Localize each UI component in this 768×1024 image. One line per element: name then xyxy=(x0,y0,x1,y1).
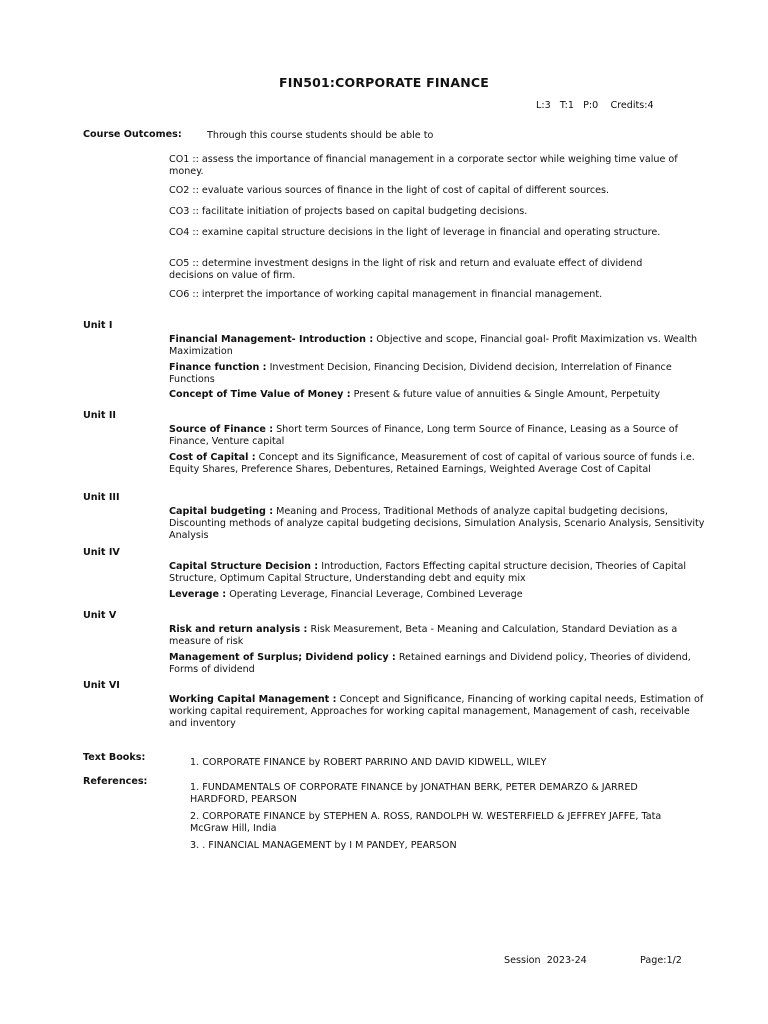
course-outcome-3: CO3 :: facilitate initiation of projects based on capital budgeting decisions. xyxy=(169,206,528,217)
unit-topic xyxy=(169,652,709,676)
topic-heading: Financial Management- Introduction : xyxy=(169,334,374,345)
session-label: Session 2023-24 xyxy=(504,955,587,966)
unit-topic xyxy=(169,694,709,730)
topic-text: Concept and its Significance, Measurement of cost of capital of various source of funds i.e. Equity Shares, Preference Shares, Debentures, Retained Earnings, Weighted Average Cost of Capital xyxy=(169,452,695,475)
unit-label: Unit III xyxy=(83,492,120,503)
topic-text: Risk Measurement, Beta - Meaning and Calculation, Standard Deviation as a measure of risk xyxy=(169,624,678,647)
topic-heading: Risk and return analysis : xyxy=(169,624,308,635)
course-title: FIN501:CORPORATE FINANCE xyxy=(278,75,489,90)
topic-heading: Source of Finance : xyxy=(169,424,274,435)
topic-text: Introduction, Factors Effecting capital structure decision, Theories of Capital Structure, Optimum Capital Structure, Understanding debt and equity mix xyxy=(169,561,687,584)
unit-topic xyxy=(169,389,709,401)
course-outcome-4: CO4 :: examine capital structure decisions in the light of leverage in financial and operating structure. xyxy=(169,227,661,238)
unit-label: Unit IV xyxy=(83,547,120,558)
text-books-label: Text Books: xyxy=(83,752,146,763)
course-outcome-1: CO1 :: assess the importance of financial management in a corporate sector while weighing time value of money. xyxy=(169,154,678,177)
unit-topic xyxy=(169,589,709,601)
topic-heading: Leverage : xyxy=(169,589,227,600)
page-number: Page:1/2 xyxy=(640,955,682,966)
unit-topic xyxy=(169,506,709,542)
reference-item: 2. CORPORATE FINANCE by STEPHEN A. ROSS, RANDOLPH W. WESTERFIELD & JEFFREY JAFFE, Tata McGraw Hill, India xyxy=(190,811,662,834)
unit-label: Unit II xyxy=(83,410,116,421)
credits-line: L:3 T:1 P:0 Credits:4 xyxy=(536,100,654,111)
topic-heading: Cost of Capital : xyxy=(169,452,256,463)
topic-text: Meaning and Process, Traditional Methods of analyze capital budgeting decisions, Discounting methods of analyze capital budgeting decisions, Simulation Analysis, Scenario Analysis, Sensitivity Analysis xyxy=(169,506,705,541)
topic-heading: Concept of Time Value of Money : xyxy=(169,389,351,400)
topic-text: Investment Decision, Financing Decision, Dividend decision, Interrelation of Finance Functions xyxy=(169,362,672,385)
unit-topic xyxy=(169,624,709,648)
topic-text: Objective and scope, Financial goal- Profit Maximization vs. Wealth Maximization xyxy=(169,334,698,357)
topic-heading: Management of Surplus; Dividend policy : xyxy=(169,652,396,663)
topic-text: Concept and Significance, Financing of working capital needs, Estimation of working capital requirement, Approaches for working capital management, Management of cash, receivable and inventory xyxy=(169,694,704,729)
topic-text: Present & future value of annuities & Single Amount, Perpetuity xyxy=(350,389,661,400)
course-outcomes-label: Course Outcomes: xyxy=(83,129,182,140)
unit-topic xyxy=(169,334,709,358)
unit-topic xyxy=(169,424,709,448)
references-label: References: xyxy=(83,776,148,787)
topic-text: Retained earnings and Dividend policy, Theories of dividend, Forms of dividend xyxy=(169,652,691,675)
unit-label: Unit I xyxy=(83,320,113,331)
course-outcome-5: CO5 :: determine investment designs in the light of risk and return and evaluate effect of dividend decisions on value of firm. xyxy=(169,258,643,281)
topic-heading: Finance function : xyxy=(169,362,267,373)
topic-heading: Capital Structure Decision : xyxy=(169,561,319,572)
course-outcome-2: CO2 :: evaluate various sources of finance in the light of cost of capital of different sources. xyxy=(169,185,610,196)
unit-topic xyxy=(169,362,709,386)
unit-label: Unit V xyxy=(83,610,117,621)
course-outcome-6: CO6 :: interpret the importance of working capital management in financial management. xyxy=(169,289,603,300)
reference-item: 3. . FINANCIAL MANAGEMENT by I M PANDEY, PEARSON xyxy=(190,840,457,851)
topic-text: Short term Sources of Finance, Long term Source of Finance, Leasing as a Source of Finance, Venture capital xyxy=(169,424,678,447)
unit-label: Unit VI xyxy=(83,680,120,691)
text-book-item: 1. CORPORATE FINANCE by ROBERT PARRINO AND DAVID KIDWELL, WILEY xyxy=(190,757,547,768)
course-outcomes-intro: Through this course students should be able to xyxy=(207,130,434,141)
unit-topic xyxy=(169,452,709,476)
topic-heading: Working Capital Management : xyxy=(169,694,337,705)
unit-topic xyxy=(169,561,709,585)
reference-item: 1. FUNDAMENTALS OF CORPORATE FINANCE by JONATHAN BERK, PETER DEMARZO & JARRED HARDFORD, PEARSON xyxy=(190,782,638,805)
topic-heading: Capital budgeting : xyxy=(169,506,274,517)
topic-text: Operating Leverage, Financial Leverage, Combined Leverage xyxy=(226,589,523,600)
